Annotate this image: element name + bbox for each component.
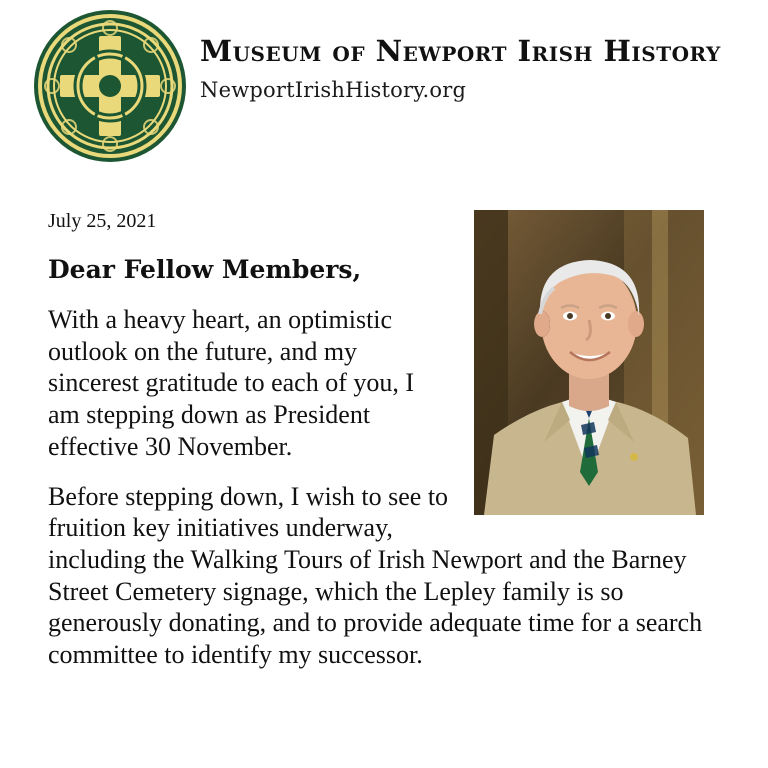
letter-paragraph-1: With a heavy heart, an optimistic outlook on the future, and my sincerest gratitude to each of you, I am stepping down as President effective 30 November. (48, 305, 415, 461)
page-header (0, 0, 768, 170)
org-title: Museum of Newport Irish History (200, 34, 721, 68)
letter-salutation: Dear Fellow Members, (48, 255, 362, 284)
org-website-url: NewportIrishHistory.org (200, 77, 467, 102)
masthead-text (200, 36, 721, 102)
portrait-photo-svg (474, 210, 704, 515)
letter-paragraph-2: Before stepping down, I wish to see to fruition key initiatives underway, including the Walking Tours of Irish Newport and the Barney Street Cemetery signage, which the Lepley family is so generously donating, and to provide adequate time for a search committee to identify my successor. (48, 481, 703, 670)
letter-date: July 25, 2021 (48, 210, 157, 232)
letter-body (0, 170, 768, 671)
portrait-photo (474, 210, 704, 515)
celtic-cross-logo (32, 8, 188, 164)
celtic-cross-logo-svg (32, 8, 188, 164)
